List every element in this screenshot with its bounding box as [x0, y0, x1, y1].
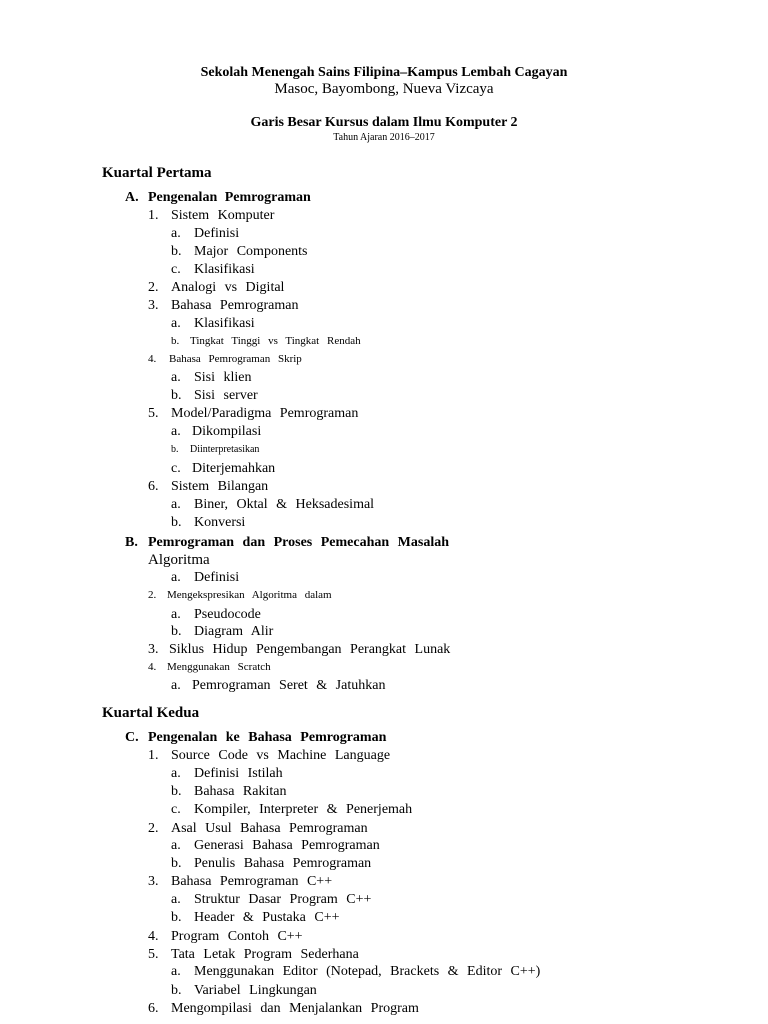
school-address: Masoc, Bayombong, Nueva Vizcaya	[274, 81, 494, 97]
outline-subitem: b. Konversi	[171, 515, 246, 530]
outline-item: 4. Program Contoh C++	[148, 929, 303, 944]
outline-item: 3. Bahasa Pemrograman	[148, 298, 299, 313]
outline-subitem: b. Header & Pustaka C++	[171, 910, 340, 925]
outline-subitem: b. Variabel Lingkungan	[171, 983, 317, 998]
outline-subitem: a. Pemrograman Seret & Jatuhkan	[171, 678, 386, 693]
outline-item: 4. Menggunakan Scratch	[148, 661, 271, 673]
outline-item: 3. Bahasa Pemrograman C++	[148, 874, 333, 889]
outline-item: 5. Model/Paradigma Pemrograman	[148, 406, 359, 421]
outline-item: 6. Mengompilasi dan Menjalankan Program	[148, 1001, 419, 1016]
school-name: Sekolah Menengah Sains Filipina–Kampus Lembah Cagayan	[200, 65, 568, 80]
outline-subitem: a. Definisi	[171, 570, 240, 585]
document-title: Garis Besar Kursus dalam Ilmu Komputer 2	[250, 115, 518, 130]
outline-subitem: a. Klasifikasi	[171, 316, 255, 331]
outline-subitem: a. Pseudocode	[171, 607, 261, 622]
outline-item: 6. Sistem Bilangan	[148, 479, 269, 494]
outline-subitem: a. Dikompilasi	[171, 424, 262, 439]
section-continuation: Algoritma	[148, 552, 210, 568]
outline-subitem: b. Penulis Bahasa Pemrograman	[171, 856, 372, 871]
quarter-heading: Kuartal Kedua	[102, 705, 200, 721]
school-year: Tahun Ajaran 2016–2017	[333, 132, 435, 143]
outline-subitem: a. Definisi	[171, 226, 240, 241]
outline-subitem: a. Definisi Istilah	[171, 766, 283, 781]
section-heading: C. Pengenalan ke Bahasa Pemrograman	[125, 730, 387, 745]
outline-item: 2. Mengekspresikan Algoritma dalam	[148, 589, 332, 601]
outline-item: 1. Source Code vs Machine Language	[148, 748, 391, 763]
outline-subitem: a. Menggunakan Editor (Notepad, Brackets & Editor C++)	[171, 964, 541, 979]
outline-item: 3. Siklus Hidup Pengembangan Perangkat Lunak	[148, 642, 451, 657]
outline-subitem: c. Kompiler, Interpreter & Penerjemah	[171, 802, 413, 817]
outline-item: 5. Tata Letak Program Sederhana	[148, 947, 359, 962]
outline-subitem: c. Diterjemahkan	[171, 461, 276, 476]
outline-subitem: b. Diagram Alir	[171, 624, 274, 639]
outline-subitem: a. Biner, Oktal & Heksadesimal	[171, 497, 375, 512]
outline-subitem: b. Diinterpretasikan	[171, 444, 260, 455]
outline-subitem: b. Major Components	[171, 244, 308, 259]
outline-subitem: a. Struktur Dasar Program C++	[171, 892, 372, 907]
outline-subitem: b. Tingkat Tinggi vs Tingkat Rendah	[171, 335, 361, 347]
outline-subitem: c. Klasifikasi	[171, 262, 255, 277]
outline-subitem: a. Generasi Bahasa Pemrograman	[171, 838, 380, 853]
section-heading: B. Pemrograman dan Proses Pemecahan Masalah	[125, 535, 450, 550]
outline-item: 2. Asal Usul Bahasa Pemrograman	[148, 821, 368, 836]
outline-item: 1. Sistem Komputer	[148, 208, 275, 223]
outline-subitem: a. Sisi klien	[171, 370, 252, 385]
outline-item: 4. Bahasa Pemrograman Skrip	[148, 353, 302, 365]
outline-subitem: b. Bahasa Rakitan	[171, 784, 287, 799]
outline-subitem: b. Sisi server	[171, 388, 258, 403]
section-heading: A. Pengenalan Pemrograman	[125, 190, 311, 205]
outline-item: 2. Analogi vs Digital	[148, 280, 285, 295]
quarter-heading: Kuartal Pertama	[102, 165, 212, 181]
